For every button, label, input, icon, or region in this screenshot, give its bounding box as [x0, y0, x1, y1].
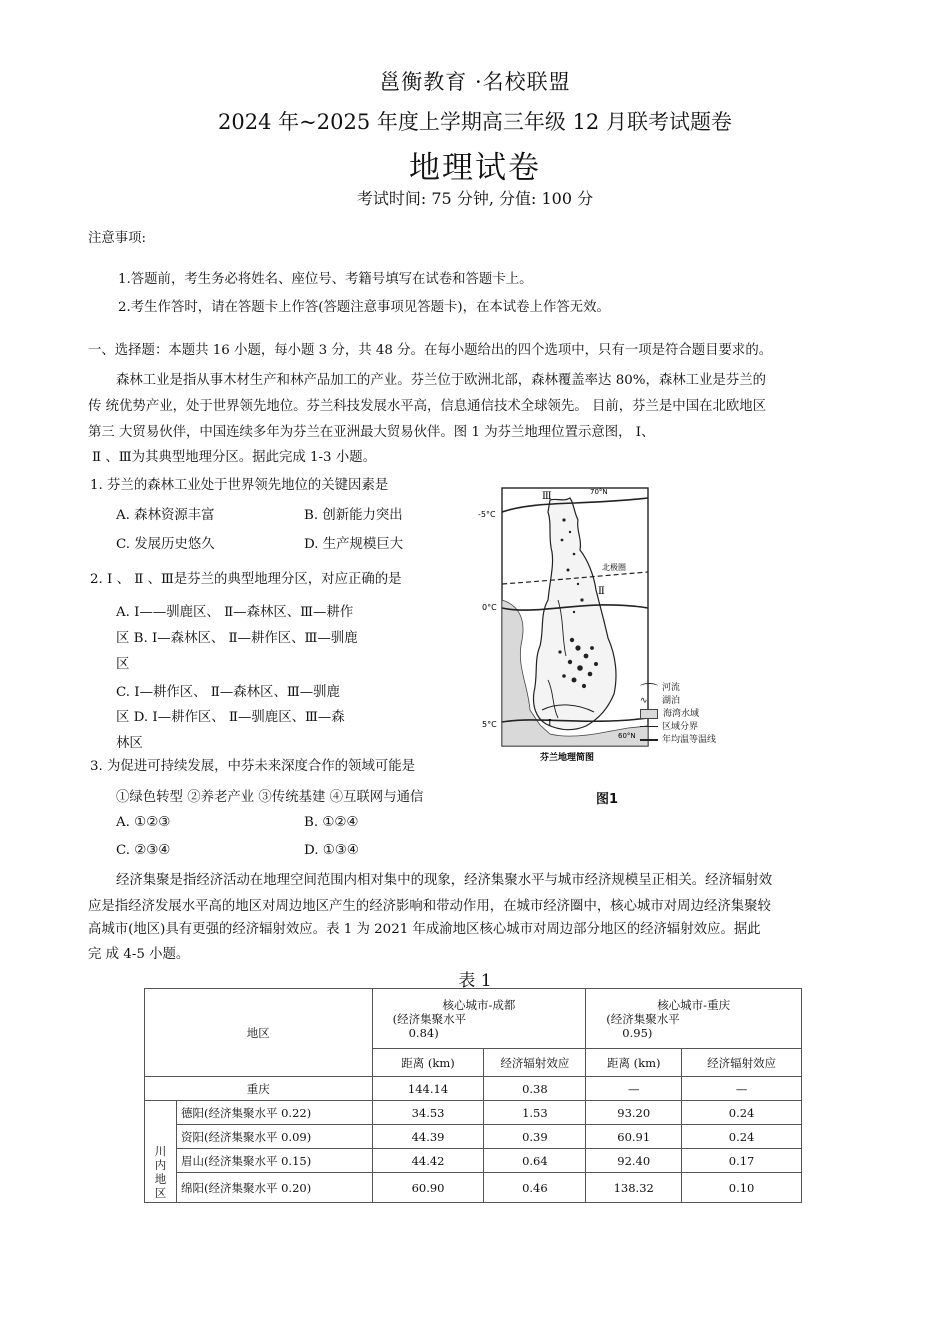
- passage1-line: Ⅱ 、Ⅲ为其典型地理分区。据此完成 1-3 小题。: [92, 450, 376, 465]
- passage2-line: 经济集聚是指经济活动在地理空间范围内相对集中的现象，经济集聚水平与城市经济规模呈正相关。经济辐射效: [116, 873, 773, 888]
- q2-option-line[interactable]: 区 D. Ⅰ—耕作区、 Ⅱ—驯鹿区、Ⅲ—森: [116, 710, 345, 725]
- passage1-line: 第三 大贸易伙伴，中国连续多年为芬兰在亚洲最大贸易伙伴。图 1 为芬兰地理位置示意图， Ⅰ、: [88, 425, 655, 440]
- header-effect: 经济辐射效应: [484, 1049, 586, 1077]
- q2-option-line[interactable]: 区 B. Ⅰ—森林区、 Ⅱ—耕作区、Ⅲ—驯鹿: [116, 631, 358, 646]
- notice-heading: 注意事项:: [88, 231, 147, 246]
- passage2-line: 应是指经济发展水平高的地区对周边地区产生的经济影响和带动作用，在城市经济圈中，核心城市对周边经济集聚较: [88, 899, 771, 914]
- header-line1: 邕衡教育 ·名校联盟: [379, 70, 571, 94]
- q2-option-line: 林区: [116, 736, 143, 751]
- legend-river: 河流: [640, 682, 760, 695]
- section-heading: 一、选择题：本题共 16 小题，每小题 3 分，共 48 分。在每小题给出的四个选项中，只有一项是符合题目要求的。: [88, 343, 773, 358]
- q1-option-c[interactable]: C. 发展历史悠久: [116, 537, 215, 552]
- page-title: 地理试卷: [409, 150, 541, 186]
- legend-isotherm: 年均温等温线: [640, 734, 760, 747]
- legend-lake: ∿ 湖泊: [640, 696, 681, 706]
- latitude-label: 70°N: [590, 488, 608, 496]
- header-distance: 距离 (km): [372, 1049, 484, 1077]
- table-row: 川内地区 德阳(经济集聚水平 0.22) 34.53 1.53 93.20 0.24: [145, 1101, 802, 1125]
- group-label: 川内地区: [145, 1101, 177, 1203]
- q1-option-b[interactable]: B. 创新能力突出: [304, 508, 403, 523]
- exam-info: 考试时间: 75 分钟, 分值: 100 分: [356, 189, 594, 208]
- header-distance: 距离 (km): [586, 1049, 682, 1077]
- passage1-line: 森林工业是指从事木材生产和林产品加工的产业。芬兰位于欧洲北部，森林覆盖率达 80%，森林工业是芬兰的: [116, 373, 766, 388]
- figure-label: 图1: [596, 792, 619, 807]
- table-title: 表 1: [458, 971, 492, 991]
- q3-stem: 3. 为促进可持续发展，中芬未来深度合作的领域可能是: [90, 759, 416, 774]
- header-chengdu: 核心城市-成都 (经济集聚水平 0.84): [372, 989, 586, 1049]
- region-label: Ⅱ: [598, 586, 605, 597]
- region-label: Ⅰ: [548, 719, 552, 729]
- q2-option-line: 区: [116, 657, 130, 672]
- passage2-line: 高城市(地区)具有更强的经济辐射效应。表 1 为 2021 年成渝地区核心城市对周边部分地区的经济辐射效应。据此: [88, 922, 761, 937]
- table-row: 绵阳(经济集聚水平 0.20) 60.90 0.46 138.32 0.10: [145, 1173, 802, 1203]
- map-caption: 芬兰地理简图: [540, 753, 595, 762]
- latitude-label: 60°N: [618, 732, 636, 740]
- isotherm-label: 0°C: [482, 603, 497, 612]
- notice-item-1: 1.答题前，考生务必将姓名、座位号、考籍号填写在试卷和答题卡上。: [118, 272, 533, 287]
- isotherm-label: -5°C: [478, 510, 496, 519]
- isotherm-label: 5°C: [482, 720, 497, 729]
- q3-items: ①绿色转型 ②养老产业 ③传统基建 ④互联网与通信: [116, 790, 424, 805]
- table-row: 资阳(经济集聚水平 0.09) 44.39 0.39 60.91 0.24: [145, 1125, 802, 1149]
- passage1-line: 传 统优势产业，处于世界领先地位。芬兰科技发展水平高，信息通信技术全球领先。 目前，芬兰是中国在北欧地区: [88, 399, 767, 414]
- header-line2: 2024 年~2025 年度上学期高三年级 12 月联考试题卷: [218, 110, 732, 134]
- q1-option-a[interactable]: A. 森林资源丰富: [116, 508, 215, 523]
- passage2-line: 完 成 4-5 小题。: [88, 947, 190, 962]
- legend-gulf: 海湾水域: [640, 708, 760, 721]
- region-label: Ⅲ: [542, 491, 552, 502]
- q3-option-b[interactable]: B. ①②④: [304, 815, 359, 830]
- q3-option-a[interactable]: A. ①②③: [116, 815, 171, 830]
- header-chongqing: 核心城市-重庆 (经济集聚水平 0.95): [586, 989, 802, 1049]
- map-legend: [640, 682, 760, 747]
- header-region: 地区: [145, 989, 373, 1077]
- q2-stem: 2. Ⅰ 、 Ⅱ 、Ⅲ是芬兰的典型地理分区，对应正确的是: [90, 572, 402, 587]
- arctic-circle-label: 北极圈: [602, 563, 626, 572]
- table-row: 重庆 144.14 0.38 — —: [145, 1077, 802, 1101]
- q1-stem: 1. 芬兰的森林工业处于世界领先地位的关键因素是: [90, 478, 389, 493]
- legend-boundary: 区域分界: [640, 721, 760, 734]
- header-effect: 经济辐射效应: [682, 1049, 802, 1077]
- q3-option-c[interactable]: C. ②③④: [116, 843, 171, 858]
- q3-option-d[interactable]: D. ①③④: [304, 843, 359, 858]
- q2-option-line[interactable]: C. Ⅰ—耕作区、 Ⅱ—森林区、Ⅲ—驯鹿: [116, 685, 340, 700]
- notice-item-2: 2.考生作答时，请在答题卡上作答(答题注意事项见答题卡)，在本试卷上作答无效。: [118, 300, 610, 315]
- table-row: 眉山(经济集聚水平 0.15) 44.42 0.64 92.40 0.17: [145, 1149, 802, 1173]
- data-table: [144, 988, 802, 1203]
- q2-option-line[interactable]: A. Ⅰ——驯鹿区、 Ⅱ—森林区、Ⅲ—耕作: [116, 605, 354, 620]
- q1-option-d[interactable]: D. 生产规模巨大: [304, 537, 404, 552]
